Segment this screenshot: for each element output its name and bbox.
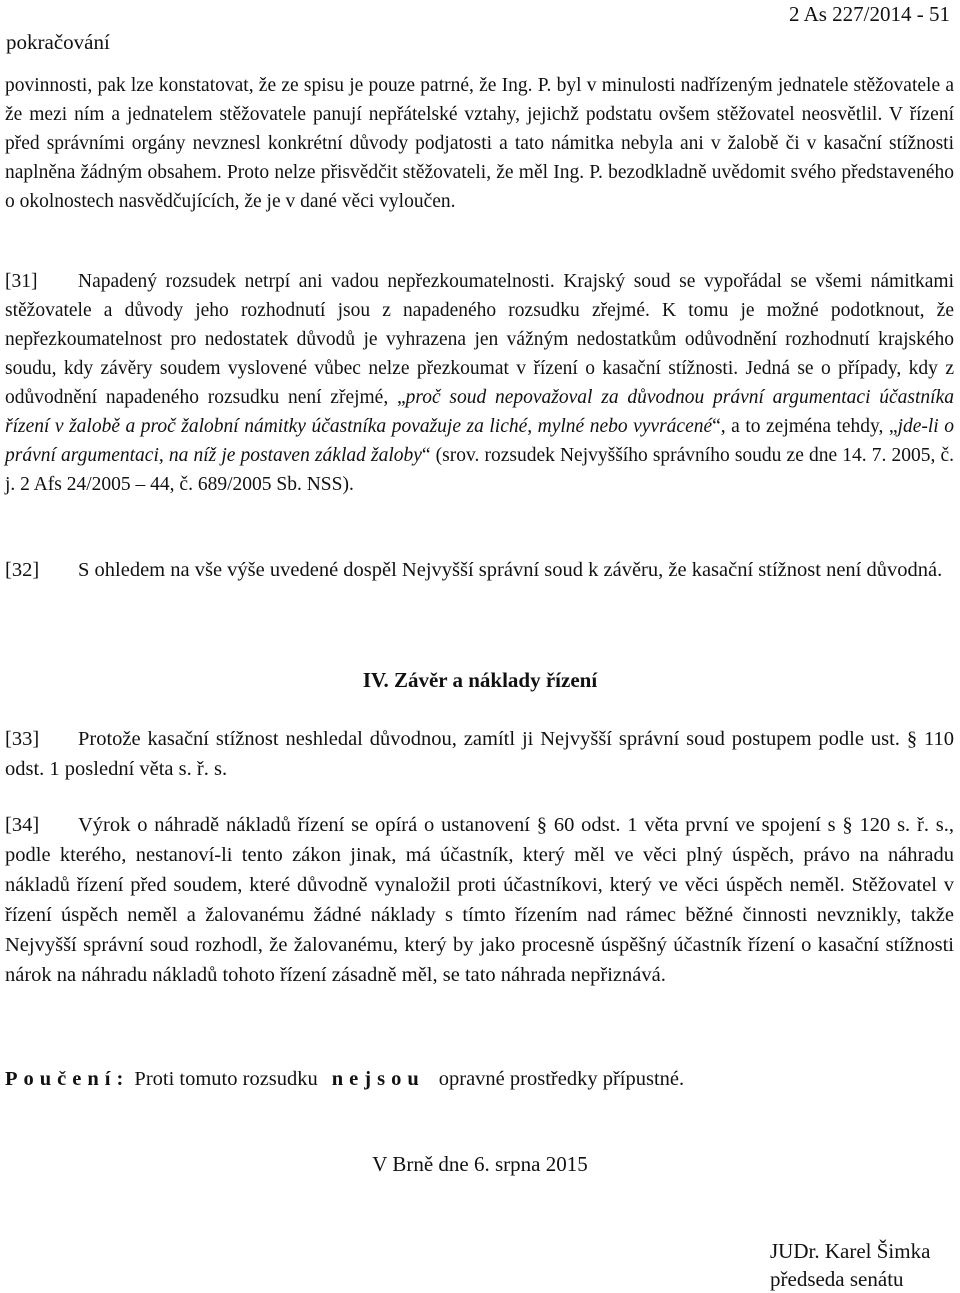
- signatory-role: předseda senátu: [770, 1267, 904, 1291]
- paragraph-text: Protože kasační stížnost neshledal důvodnou, zamítl ji Nejvyšší správní soud postupem podle ust. § 110 odst. 1 poslední věta s. ř. s.: [5, 728, 954, 780]
- paragraph-text: “, a to zejména tehdy, „: [712, 416, 898, 437]
- paragraph-number: [31]: [5, 271, 38, 292]
- paragraph-text: “ (srov. rozsudek Nejvyššího správního soudu ze dne 14. 7. 2005, č. j. 2 Afs 24/2005 – 44, č. 689/2005 Sb. NSS).: [5, 445, 954, 495]
- paragraph-text: Výrok o náhradě nákladů řízení se opírá o ustanovení § 60 odst. 1 věta první ve spojení s § 120 s. ř. s., podle kterého, nestanoví-li tento zákon jinak, má účastník, který měl ve věci plný úspěch, právo na náhradu nákladů řízení před soudem, které důvodně vynaložil proti účastníkovi, který ve věci úspěch neměl. Stěžovatel v řízení úspěch neměl a žalovanému žádné náklady s tímto řízením nad rámec běžné činnosti nevznikly, takže Nejvyšší správní soud rozhodl, že žalovanému, který by jako procesně úspěšný účastník řízení o kasační stížnosti nárok na náhradu nákladů tohoto řízení zásadně měl, se tato náhrada nepřiznává.: [5, 814, 954, 986]
- quote-italic: jde-li o právní argumentaci, na níž je postaven základ žaloby: [5, 416, 954, 466]
- paragraph-number: [33]: [5, 728, 40, 750]
- paragraph-text: S ohledem na vše výše uvedené dospěl Nejvyšší správní soud k závěru, že kasační stížnost není důvodná.: [78, 559, 943, 581]
- paragraph-31: [5, 267, 954, 499]
- instruction-emphasis: nejsou: [331, 1068, 425, 1090]
- instruction-text: Proti tomuto rozsudku: [134, 1068, 318, 1090]
- quote-italic: proč soud nepovažoval za důvodnou právní argumentaci účastníka řízení v žalobě a proč žalobní námitky účastníka považuje za liché, mylné nebo vyvrácené: [5, 387, 955, 437]
- signature-block: [770, 1237, 930, 1293]
- place-and-date: V Brně dne 6. srpna 2015: [372, 1152, 588, 1176]
- instruction-text: opravné prostředky přípustné.: [438, 1068, 685, 1090]
- legal-instruction: [5, 1068, 684, 1091]
- continuation-label: pokračování: [6, 30, 110, 54]
- section-heading: IV. Závěr a náklady řízení: [362, 668, 598, 692]
- case-number: 2 As 227/2014 - 51: [788, 2, 950, 26]
- signatory-name: JUDr. Karel Šimka: [770, 1239, 931, 1263]
- paragraph-text: Napadený rozsudek netrpí ani vadou nepřezkoumatelnosti. Krajský soud se vypořádal se všemi námitkami stěžovatele a důvody jeho rozhodnutí jsou z napadeného rozsudku zřejmé. K tomu je možné podotknout, že nepřezkoumatelnost pro nedostatek důvodů je vyhrazena jen vážným nedostatkům odůvodnění rozhodnutí krajského soudu, kdy závěry soudem vyslovené vůbec nelze přezkoumat v řízení o kasační stížnosti. Jedná se o případy, kdy z odůvodnění napadeného rozsudku není zřejmé, „: [5, 271, 954, 408]
- paragraph-32: [5, 555, 954, 585]
- paragraph-33: [5, 724, 954, 784]
- paragraph-34: [5, 810, 954, 990]
- paragraph-number: [34]: [5, 814, 40, 836]
- paragraph-continuation: povinnosti, pak lze konstatovat, že ze spisu je pouze patrné, že Ing. P. byl v minulosti nadřízeným jednatele stěžovatele a že mezi ním a jednatelem stěžovatele panují nepřátelské vztahy, jejichž podstatu ovšem stěžovatel neosvětlil. V řízení před správními orgány nevznesl konkrétní důvody podjatosti a tato námitka nebyla ani v žalobě či v kasační stížnosti naplněna žádným obsahem. Proto nelze přisvědčit stěžovateli, že měl Ing. P. bezodkladně uvědomit svého představeného o okolnostech nasvědčujících, že je v dané věci vyloučen.: [5, 75, 954, 212]
- paragraph-number: [32]: [5, 559, 40, 581]
- instruction-label: Poučení:: [5, 1068, 130, 1090]
